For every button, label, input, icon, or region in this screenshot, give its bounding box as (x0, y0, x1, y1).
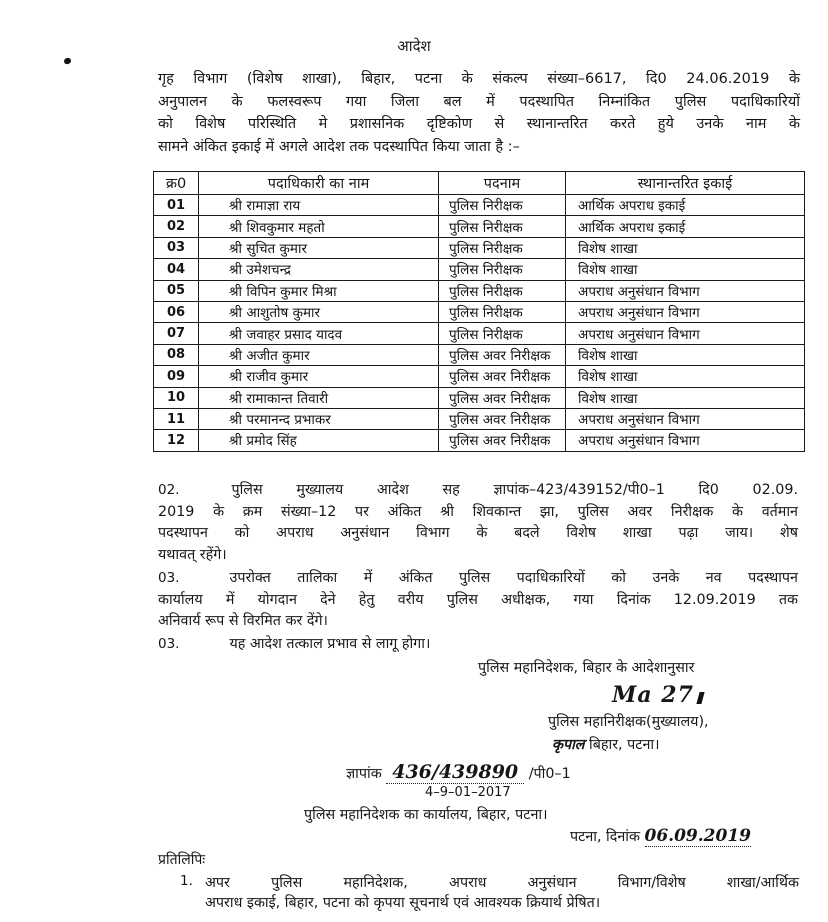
para-03-relieve (158, 568, 798, 633)
serial-cell: 10 (154, 387, 199, 408)
officer-name-cell: श्री रामाज्ञा राय (199, 195, 439, 216)
serial-cell: 05 (154, 280, 199, 301)
officer-name-cell: श्री अजीत कुमार (199, 344, 439, 365)
designation-cell: पुलिस निरीक्षक (439, 323, 566, 344)
col-header-serial: क्र0 (154, 172, 199, 195)
memo-suffix: /पी0–1 (528, 766, 571, 782)
designation-cell: पुलिस निरीक्षक (439, 259, 566, 280)
para-text: यह आदेश तत्काल प्रभाव से लागू होगा। (229, 636, 431, 652)
document-title: आदेश (397, 37, 431, 55)
para-text: पुलिस मुख्यालय आदेश सह ज्ञापांक–423/439152/पी0–1 दि0 02.09. (231, 482, 798, 498)
handwritten-signature (612, 682, 703, 708)
memo-date-prefix: पटना, दिनांक (570, 829, 640, 845)
designation-cell: पुलिस अवर निरीक्षक (439, 408, 566, 429)
serial-cell: 12 (154, 430, 199, 451)
table-header-row (154, 172, 805, 195)
designation-cell: पुलिस निरीक्षक (439, 301, 566, 322)
officer-name-cell: श्री आशुतोष कुमार (199, 301, 439, 322)
para-03-effect (158, 634, 430, 653)
officer-name-cell: श्री रामाकान्त तिवारी (199, 387, 439, 408)
transfer-unit-cell: अपराध अनुसंधान विभाग (566, 280, 805, 301)
designation-cell: पुलिस निरीक्षक (439, 216, 566, 237)
memo-file-reference: 4–9–01–2017 (425, 785, 511, 800)
transfer-unit-cell: विशेष शाखा (566, 366, 805, 387)
table-row (154, 237, 805, 258)
intro-paragraph (158, 68, 800, 158)
transfer-unit-cell: विशेष शाखा (566, 237, 805, 258)
transfer-unit-cell: आर्थिक अपराध इकाई (566, 195, 805, 216)
table-row (154, 366, 805, 387)
para-number: 03. (158, 570, 180, 586)
para-line: यथावत् रहेंगे। (158, 546, 227, 563)
officer-name-cell: श्री सुचित कुमार (199, 237, 439, 258)
officer-name-cell: श्री उमेशचन्द्र (199, 259, 439, 280)
intro-line: गृह विभाग (विशेष शाखा), बिहार, पटना के संकल्प संख्या–6617, दि0 24.06.2019 के (158, 71, 800, 87)
serial-cell: 02 (154, 216, 199, 237)
designation-cell: पुलिस अवर निरीक्षक (439, 366, 566, 387)
copy-line: अपर पुलिस महानिदेशक, अपराध अनुसंधान विभाग/विशेष शाखा/आर्थिक (205, 875, 799, 891)
para-number: 02. (158, 482, 180, 498)
signatory-location: बिहार, पटना। (589, 737, 660, 753)
issuing-office: पुलिस महानिदेशक का कार्यालय, बिहार, पटना। (304, 807, 548, 823)
col-header-name: पदाधिकारी का नाम (199, 172, 439, 195)
table-row (154, 408, 805, 429)
col-header-designation: पदनाम (439, 172, 566, 195)
designation-cell: पुलिस निरीक्षक (439, 237, 566, 258)
serial-cell: 08 (154, 344, 199, 365)
para-line: पदस्थापन को अपराध अनुसंधान विभाग के बदले विशेष शाखा पढ़ा जाय। शेष (158, 525, 798, 541)
para-02 (158, 480, 798, 566)
table-row (154, 430, 805, 451)
para-line: 2019 के क्रम संख्या–12 पर अंकित श्री शिवकान्त झा, पुलिस अवर निरीक्षक के वर्तमान (158, 503, 798, 520)
memo-prefix: ज्ञापांक (346, 766, 382, 782)
table-row (154, 301, 805, 322)
serial-cell: 01 (154, 195, 199, 216)
transfer-unit-cell: आर्थिक अपराध इकाई (566, 216, 805, 237)
table-row (154, 387, 805, 408)
serial-cell: 04 (154, 259, 199, 280)
officer-name-cell: श्री प्रमोद सिंह (199, 430, 439, 451)
designation-cell: पुलिस निरीक्षक (439, 195, 566, 216)
officer-name-cell: श्री शिवकुमार महतो (199, 216, 439, 237)
intro-line: सामने अंकित इकाई में अगले आदेश तक पदस्थापित किया जाता है :– (158, 138, 520, 155)
intro-line: को विशेष परिस्थिति मे प्रशासनिक दृष्टिकोण से स्थानान्तरित करते हुये उनके नाम के (158, 116, 800, 132)
designation-cell: पुलिस अवर निरीक्षक (439, 387, 566, 408)
transfer-unit-cell: विशेष शाखा (566, 259, 805, 280)
memo-date-line (570, 826, 751, 846)
signature-mark: Ma 27 (612, 682, 694, 708)
para-number: 03. (158, 636, 180, 652)
para-02-first-line (158, 480, 798, 502)
signatory-location-line (552, 735, 660, 754)
transfer-unit-cell: विशेष शाखा (566, 387, 805, 408)
designation-cell: पुलिस अवर निरीक्षक (439, 344, 566, 365)
officer-name-cell: श्री राजीव कुमार (199, 366, 439, 387)
serial-cell: 03 (154, 237, 199, 258)
ink-mark (63, 57, 72, 65)
para-text: उपरोक्त तालिका में अंकित पुलिस पदाधिकारियों को उनके नव पदस्थापन (229, 570, 798, 586)
designation-cell: पुलिस निरीक्षक (439, 280, 566, 301)
signatory-designation: पुलिस महानिरीक्षक(मुख्यालय), (548, 714, 709, 730)
officer-name-cell: श्री विपिन कुमार मिश्रा (199, 280, 439, 301)
signature-stroke (697, 692, 705, 704)
officer-name-cell: श्री जवाहर प्रसाद यादव (199, 323, 439, 344)
transfer-unit-cell: अपराध अनुसंधान विभाग (566, 323, 805, 344)
designation-cell: पुलिस अवर निरीक्षक (439, 430, 566, 451)
table-row (154, 344, 805, 365)
transfer-unit-cell: अपराध अनुसंधान विभाग (566, 430, 805, 451)
transfer-table (153, 171, 805, 452)
table-row (154, 280, 805, 301)
table-row (154, 195, 805, 216)
para-line: कार्यालय में योगदान देने हेतु वरीय पुलिस अधीक्षक, गया दिनांक 12.09.2019 तक (158, 591, 798, 608)
officer-name-cell: श्री परमानन्द प्रभाकर (199, 408, 439, 429)
col-header-unit: स्थानान्तरित इकाई (566, 172, 805, 195)
serial-cell: 09 (154, 366, 199, 387)
para-line: अनिवार्य रूप से विरमित कर देंगे। (158, 613, 328, 629)
copy-item-number: 1. (180, 873, 193, 889)
memo-date-handwritten: 06.09.2019 (644, 826, 751, 846)
serial-cell: 11 (154, 408, 199, 429)
serial-cell: 07 (154, 323, 199, 344)
transfer-unit-cell: अपराध अनुसंधान विभाग (566, 408, 805, 429)
serial-cell: 06 (154, 301, 199, 322)
signatory-stamp-word: कृपाल (552, 737, 585, 753)
para-03-first-line (158, 568, 798, 590)
table-row (154, 216, 805, 237)
transfer-unit-cell: विशेष शाखा (566, 344, 805, 365)
copy-item-1 (205, 873, 799, 913)
table-row (154, 259, 805, 280)
intro-line: अनुपालन के फलस्वरूप गया जिला बल में पदस्थापित निम्नांकित पुलिस पदाधिकारियों (158, 93, 800, 110)
copy-line: अपराध इकाई, बिहार, पटना को कृपया सूचनार्थ एवं आवश्यक क्रियार्थ प्रेषित। (205, 895, 601, 911)
transfer-unit-cell: अपराध अनुसंधान विभाग (566, 301, 805, 322)
table-row (154, 323, 805, 344)
memo-number-line (346, 761, 571, 783)
by-order-line: पुलिस महानिदेशक, बिहार के आदेशानुसार (478, 660, 695, 676)
copy-label: प्रतिलिपिः (158, 852, 206, 868)
memo-number-handwritten: 436/439890 (386, 761, 524, 784)
